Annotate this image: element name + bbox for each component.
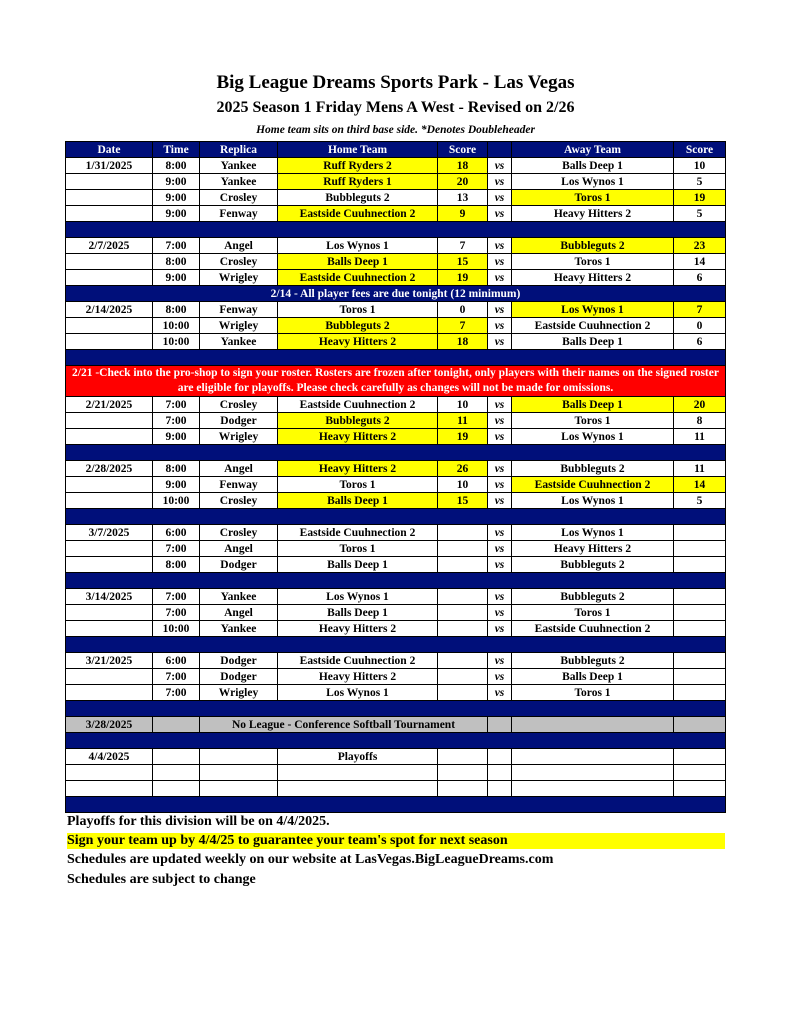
home-team: Toros 1 — [278, 302, 438, 318]
col-header-away-score: Score — [674, 142, 726, 158]
vs-label: vs — [488, 190, 512, 206]
game-date: 2/7/2025 — [66, 238, 153, 254]
game-time: 7:00 — [153, 397, 200, 413]
away-score: 20 — [674, 397, 726, 413]
game-replica: Angel — [200, 605, 278, 621]
vs-label: vs — [488, 541, 512, 557]
vs-label: vs — [488, 158, 512, 174]
game-time: 7:00 — [153, 685, 200, 701]
vs-label: vs — [488, 334, 512, 350]
empty-row — [66, 765, 726, 781]
game-time: 7:00 — [153, 413, 200, 429]
separator-band — [66, 733, 726, 749]
schedule-table — [65, 141, 726, 813]
table-row — [66, 429, 726, 445]
away-team: Los Wynos 1 — [512, 174, 674, 190]
empty-cell — [674, 717, 726, 733]
home-score: 13 — [438, 190, 488, 206]
game-replica: Crosley — [200, 190, 278, 206]
game-replica: Crosley — [200, 493, 278, 509]
game-date — [66, 413, 153, 429]
away-team: Balls Deep 1 — [512, 158, 674, 174]
game-time: 6:00 — [153, 653, 200, 669]
table-row — [66, 589, 726, 605]
table-row — [66, 525, 726, 541]
vs-label: vs — [488, 461, 512, 477]
game-replica: Dodger — [200, 669, 278, 685]
band-cell — [66, 445, 726, 461]
home-team: Eastside Cuuhnection 2 — [278, 270, 438, 286]
separator-band — [66, 509, 726, 525]
away-team: Bubbleguts 2 — [512, 238, 674, 254]
game-replica: Fenway — [200, 206, 278, 222]
separator-band — [66, 637, 726, 653]
game-time: 8:00 — [153, 158, 200, 174]
no-league-text: No League - Conference Softball Tournament — [200, 717, 488, 733]
away-team: Toros 1 — [512, 190, 674, 206]
game-date: 2/28/2025 — [66, 461, 153, 477]
away-team: Toros 1 — [512, 685, 674, 701]
away-score: 10 — [674, 158, 726, 174]
game-replica: Dodger — [200, 653, 278, 669]
notice-row — [66, 286, 726, 302]
band-cell — [66, 701, 726, 717]
table-row — [66, 653, 726, 669]
empty-cell — [66, 781, 153, 797]
home-score — [438, 621, 488, 637]
table-row — [66, 397, 726, 413]
table-row — [66, 621, 726, 637]
away-team: Toros 1 — [512, 413, 674, 429]
band-cell — [66, 222, 726, 238]
away-score: 19 — [674, 190, 726, 206]
empty-cell — [278, 781, 438, 797]
band-cell — [66, 350, 726, 366]
game-date: 3/28/2025 — [66, 717, 153, 733]
away-score: 5 — [674, 493, 726, 509]
home-team: Balls Deep 1 — [278, 605, 438, 621]
game-date — [66, 541, 153, 557]
home-team: Ruff Ryders 1 — [278, 174, 438, 190]
home-team: Balls Deep 1 — [278, 493, 438, 509]
away-team: Heavy Hitters 2 — [512, 206, 674, 222]
home-team: Bubbleguts 2 — [278, 413, 438, 429]
col-header-replica: Replica — [200, 142, 278, 158]
away-team: Balls Deep 1 — [512, 397, 674, 413]
home-score — [438, 541, 488, 557]
separator-band — [66, 222, 726, 238]
home-team: Heavy Hitters 2 — [278, 461, 438, 477]
roster-warning-row — [66, 366, 726, 397]
home-score: 18 — [438, 158, 488, 174]
footer-signup: Sign your team up by 4/4/25 to guarantee your team's spot for next season — [67, 833, 725, 849]
empty-cell — [438, 749, 488, 765]
game-replica: Angel — [200, 461, 278, 477]
vs-label: vs — [488, 206, 512, 222]
empty-cell — [153, 749, 200, 765]
empty-cell — [488, 781, 512, 797]
home-team: Bubbleguts 2 — [278, 190, 438, 206]
game-replica: Dodger — [200, 413, 278, 429]
separator-band — [66, 573, 726, 589]
away-team: Los Wynos 1 — [512, 302, 674, 318]
home-team: Heavy Hitters 2 — [278, 621, 438, 637]
table-row — [66, 158, 726, 174]
home-team: Los Wynos 1 — [278, 589, 438, 605]
away-team: Heavy Hitters 2 — [512, 541, 674, 557]
game-replica: Wrigley — [200, 429, 278, 445]
away-score: 6 — [674, 334, 726, 350]
game-date — [66, 334, 153, 350]
separator-band — [66, 797, 726, 813]
home-team: Bubbleguts 2 — [278, 318, 438, 334]
home-team: Ruff Ryders 2 — [278, 158, 438, 174]
game-time: 8:00 — [153, 302, 200, 318]
game-time: 7:00 — [153, 669, 200, 685]
away-team: Balls Deep 1 — [512, 669, 674, 685]
away-score — [674, 685, 726, 701]
empty-cell — [512, 749, 674, 765]
separator-band — [66, 445, 726, 461]
empty-cell — [200, 749, 278, 765]
home-score: 19 — [438, 429, 488, 445]
footer-website: Schedules are updated weekly on our website at LasVegas.BigLeagueDreams.com — [67, 852, 554, 867]
home-team: Eastside Cuuhnection 2 — [278, 653, 438, 669]
game-time: 10:00 — [153, 334, 200, 350]
home-score: 9 — [438, 206, 488, 222]
playoffs-row — [66, 749, 726, 765]
game-time: 8:00 — [153, 254, 200, 270]
table-row — [66, 302, 726, 318]
col-header-home-team: Home Team — [278, 142, 438, 158]
home-score — [438, 589, 488, 605]
away-score — [674, 541, 726, 557]
table-row — [66, 174, 726, 190]
home-score — [438, 685, 488, 701]
away-team: Bubbleguts 2 — [512, 557, 674, 573]
away-team: Bubbleguts 2 — [512, 461, 674, 477]
empty-cell — [200, 765, 278, 781]
empty-cell — [153, 781, 200, 797]
empty-cell — [674, 765, 726, 781]
band-cell — [66, 733, 726, 749]
away-score: 5 — [674, 174, 726, 190]
home-score: 7 — [438, 318, 488, 334]
home-score — [438, 653, 488, 669]
away-score — [674, 653, 726, 669]
away-score — [674, 621, 726, 637]
away-team: Eastside Cuuhnection 2 — [512, 318, 674, 334]
page-subtitle: 2025 Season 1 Friday Mens A West - Revised on 2/26 — [216, 99, 575, 116]
game-time: 7:00 — [153, 541, 200, 557]
game-replica: Fenway — [200, 477, 278, 493]
game-time: 7:00 — [153, 238, 200, 254]
away-score — [674, 525, 726, 541]
table-row — [66, 685, 726, 701]
vs-label: vs — [488, 653, 512, 669]
away-score: 6 — [674, 270, 726, 286]
game-date: 4/4/2025 — [66, 749, 153, 765]
home-team: Heavy Hitters 2 — [278, 429, 438, 445]
vs-label: vs — [488, 318, 512, 334]
game-replica: Crosley — [200, 254, 278, 270]
away-team: Toros 1 — [512, 605, 674, 621]
game-replica: Angel — [200, 238, 278, 254]
away-score: 5 — [674, 206, 726, 222]
home-score: 20 — [438, 174, 488, 190]
game-replica: Dodger — [200, 557, 278, 573]
table-row — [66, 206, 726, 222]
col-header-vs — [488, 142, 512, 158]
band-cell — [66, 573, 726, 589]
home-score: 10 — [438, 477, 488, 493]
game-date — [66, 206, 153, 222]
empty-cell — [278, 765, 438, 781]
col-header-home-score: Score — [438, 142, 488, 158]
home-team: Balls Deep 1 — [278, 557, 438, 573]
game-date — [66, 621, 153, 637]
home-team: Balls Deep 1 — [278, 254, 438, 270]
empty-cell — [512, 765, 674, 781]
game-date: 2/21/2025 — [66, 397, 153, 413]
empty-cell — [512, 717, 674, 733]
game-date — [66, 477, 153, 493]
game-replica: Yankee — [200, 158, 278, 174]
vs-label: vs — [488, 669, 512, 685]
away-score: 11 — [674, 429, 726, 445]
home-score — [438, 605, 488, 621]
vs-label: vs — [488, 397, 512, 413]
game-date — [66, 493, 153, 509]
game-replica: Wrigley — [200, 318, 278, 334]
game-replica: Crosley — [200, 397, 278, 413]
schedule-note: Home team sits on third base side. *Denotes Doubleheader — [256, 124, 535, 136]
away-score — [674, 589, 726, 605]
table-row — [66, 318, 726, 334]
table-row — [66, 413, 726, 429]
vs-label: vs — [488, 174, 512, 190]
home-score: 11 — [438, 413, 488, 429]
vs-label: vs — [488, 493, 512, 509]
empty-cell — [488, 765, 512, 781]
home-score: 26 — [438, 461, 488, 477]
separator-band — [66, 350, 726, 366]
vs-label: vs — [488, 254, 512, 270]
game-date: 3/14/2025 — [66, 589, 153, 605]
game-replica: Yankee — [200, 334, 278, 350]
game-replica: Crosley — [200, 525, 278, 541]
vs-label: vs — [488, 605, 512, 621]
home-score — [438, 557, 488, 573]
game-date — [66, 190, 153, 206]
away-team: Los Wynos 1 — [512, 429, 674, 445]
game-replica: Fenway — [200, 302, 278, 318]
empty-cell — [488, 717, 512, 733]
game-time: 7:00 — [153, 589, 200, 605]
table-row — [66, 493, 726, 509]
empty-cell — [674, 749, 726, 765]
game-time: 10:00 — [153, 621, 200, 637]
away-score: 0 — [674, 318, 726, 334]
roster-warning-text: 2/21 -Check into the pro-shop to sign your roster. Rosters are frozen after tonight, only players with their names on the signed roster are eligible for playoffs. Please check carefully as changes will not be made for omissions. — [66, 366, 726, 397]
game-time: 7:00 — [153, 605, 200, 621]
game-time: 9:00 — [153, 190, 200, 206]
home-team: Eastside Cuuhnection 2 — [278, 206, 438, 222]
home-score: 18 — [438, 334, 488, 350]
game-replica: Wrigley — [200, 270, 278, 286]
game-date — [66, 254, 153, 270]
empty-cell — [438, 765, 488, 781]
home-score: 7 — [438, 238, 488, 254]
away-score: 11 — [674, 461, 726, 477]
game-date — [66, 318, 153, 334]
game-time: 8:00 — [153, 557, 200, 573]
home-team: Los Wynos 1 — [278, 685, 438, 701]
col-header-away-team: Away Team — [512, 142, 674, 158]
game-time: 9:00 — [153, 270, 200, 286]
table-row — [66, 238, 726, 254]
game-time: 9:00 — [153, 477, 200, 493]
game-date: 3/7/2025 — [66, 525, 153, 541]
vs-label: vs — [488, 429, 512, 445]
vs-label: vs — [488, 270, 512, 286]
game-date — [66, 174, 153, 190]
home-score — [438, 669, 488, 685]
table-row — [66, 334, 726, 350]
game-time: 6:00 — [153, 525, 200, 541]
notice-text: 2/14 - All player fees are due tonight (12 minimum) — [66, 286, 726, 302]
away-score: 14 — [674, 254, 726, 270]
no-league-row — [66, 717, 726, 733]
table-row — [66, 477, 726, 493]
home-team: Heavy Hitters 2 — [278, 334, 438, 350]
home-score: 19 — [438, 270, 488, 286]
footer-playoffs: Playoffs for this division will be on 4/4/2025. — [67, 814, 330, 829]
home-team: Eastside Cuuhnection 2 — [278, 397, 438, 413]
away-team: Bubbleguts 2 — [512, 589, 674, 605]
playoffs-label: Playoffs — [278, 749, 438, 765]
home-team: Toros 1 — [278, 541, 438, 557]
separator-band — [66, 701, 726, 717]
game-date — [66, 429, 153, 445]
game-replica: Yankee — [200, 589, 278, 605]
empty-cell — [200, 781, 278, 797]
game-date — [66, 270, 153, 286]
home-score: 10 — [438, 397, 488, 413]
game-time: 8:00 — [153, 461, 200, 477]
away-team: Los Wynos 1 — [512, 493, 674, 509]
empty-cell — [438, 781, 488, 797]
vs-label: vs — [488, 685, 512, 701]
away-score: 23 — [674, 238, 726, 254]
footer-disclaimer: Schedules are subject to change — [67, 872, 256, 887]
table-row — [66, 541, 726, 557]
away-team: Bubbleguts 2 — [512, 653, 674, 669]
game-date — [66, 557, 153, 573]
vs-label: vs — [488, 477, 512, 493]
away-score: 8 — [674, 413, 726, 429]
game-date: 3/21/2025 — [66, 653, 153, 669]
game-replica: Yankee — [200, 174, 278, 190]
game-time: 9:00 — [153, 429, 200, 445]
game-date — [66, 605, 153, 621]
empty-cell — [488, 749, 512, 765]
vs-label: vs — [488, 302, 512, 318]
home-score: 0 — [438, 302, 488, 318]
table-header-row — [66, 142, 726, 158]
table-row — [66, 190, 726, 206]
game-replica: Wrigley — [200, 685, 278, 701]
table-row — [66, 254, 726, 270]
band-cell — [66, 797, 726, 813]
away-score: 7 — [674, 302, 726, 318]
empty-cell — [153, 765, 200, 781]
empty-cell — [512, 781, 674, 797]
away-team: Heavy Hitters 2 — [512, 270, 674, 286]
vs-label: vs — [488, 525, 512, 541]
vs-label: vs — [488, 238, 512, 254]
band-cell — [66, 509, 726, 525]
page-title: Big League Dreams Sports Park - Las Vegas — [216, 72, 575, 93]
home-team: Eastside Cuuhnection 2 — [278, 525, 438, 541]
home-team: Toros 1 — [278, 477, 438, 493]
home-team: Heavy Hitters 2 — [278, 669, 438, 685]
empty-cell — [153, 717, 200, 733]
game-time: 9:00 — [153, 206, 200, 222]
empty-cell — [674, 781, 726, 797]
away-score — [674, 557, 726, 573]
away-team: Eastside Cuuhnection 2 — [512, 621, 674, 637]
game-time: 9:00 — [153, 174, 200, 190]
game-replica: Angel — [200, 541, 278, 557]
vs-label: vs — [488, 557, 512, 573]
vs-label: vs — [488, 589, 512, 605]
empty-row — [66, 781, 726, 797]
table-row — [66, 270, 726, 286]
away-team: Los Wynos 1 — [512, 525, 674, 541]
col-header-date: Date — [66, 142, 153, 158]
away-score: 14 — [674, 477, 726, 493]
game-date: 2/14/2025 — [66, 302, 153, 318]
table-row — [66, 669, 726, 685]
game-replica: Yankee — [200, 621, 278, 637]
game-time: 10:00 — [153, 493, 200, 509]
away-team: Toros 1 — [512, 254, 674, 270]
table-row — [66, 461, 726, 477]
game-date: 1/31/2025 — [66, 158, 153, 174]
away-team: Eastside Cuuhnection 2 — [512, 477, 674, 493]
vs-label: vs — [488, 621, 512, 637]
home-score: 15 — [438, 254, 488, 270]
col-header-time: Time — [153, 142, 200, 158]
table-row — [66, 557, 726, 573]
band-cell — [66, 637, 726, 653]
home-score: 15 — [438, 493, 488, 509]
away-score — [674, 605, 726, 621]
game-date — [66, 669, 153, 685]
away-score — [674, 669, 726, 685]
vs-label: vs — [488, 413, 512, 429]
game-time: 10:00 — [153, 318, 200, 334]
away-team: Balls Deep 1 — [512, 334, 674, 350]
table-row — [66, 605, 726, 621]
game-date — [66, 685, 153, 701]
home-team: Los Wynos 1 — [278, 238, 438, 254]
home-score — [438, 525, 488, 541]
empty-cell — [66, 765, 153, 781]
